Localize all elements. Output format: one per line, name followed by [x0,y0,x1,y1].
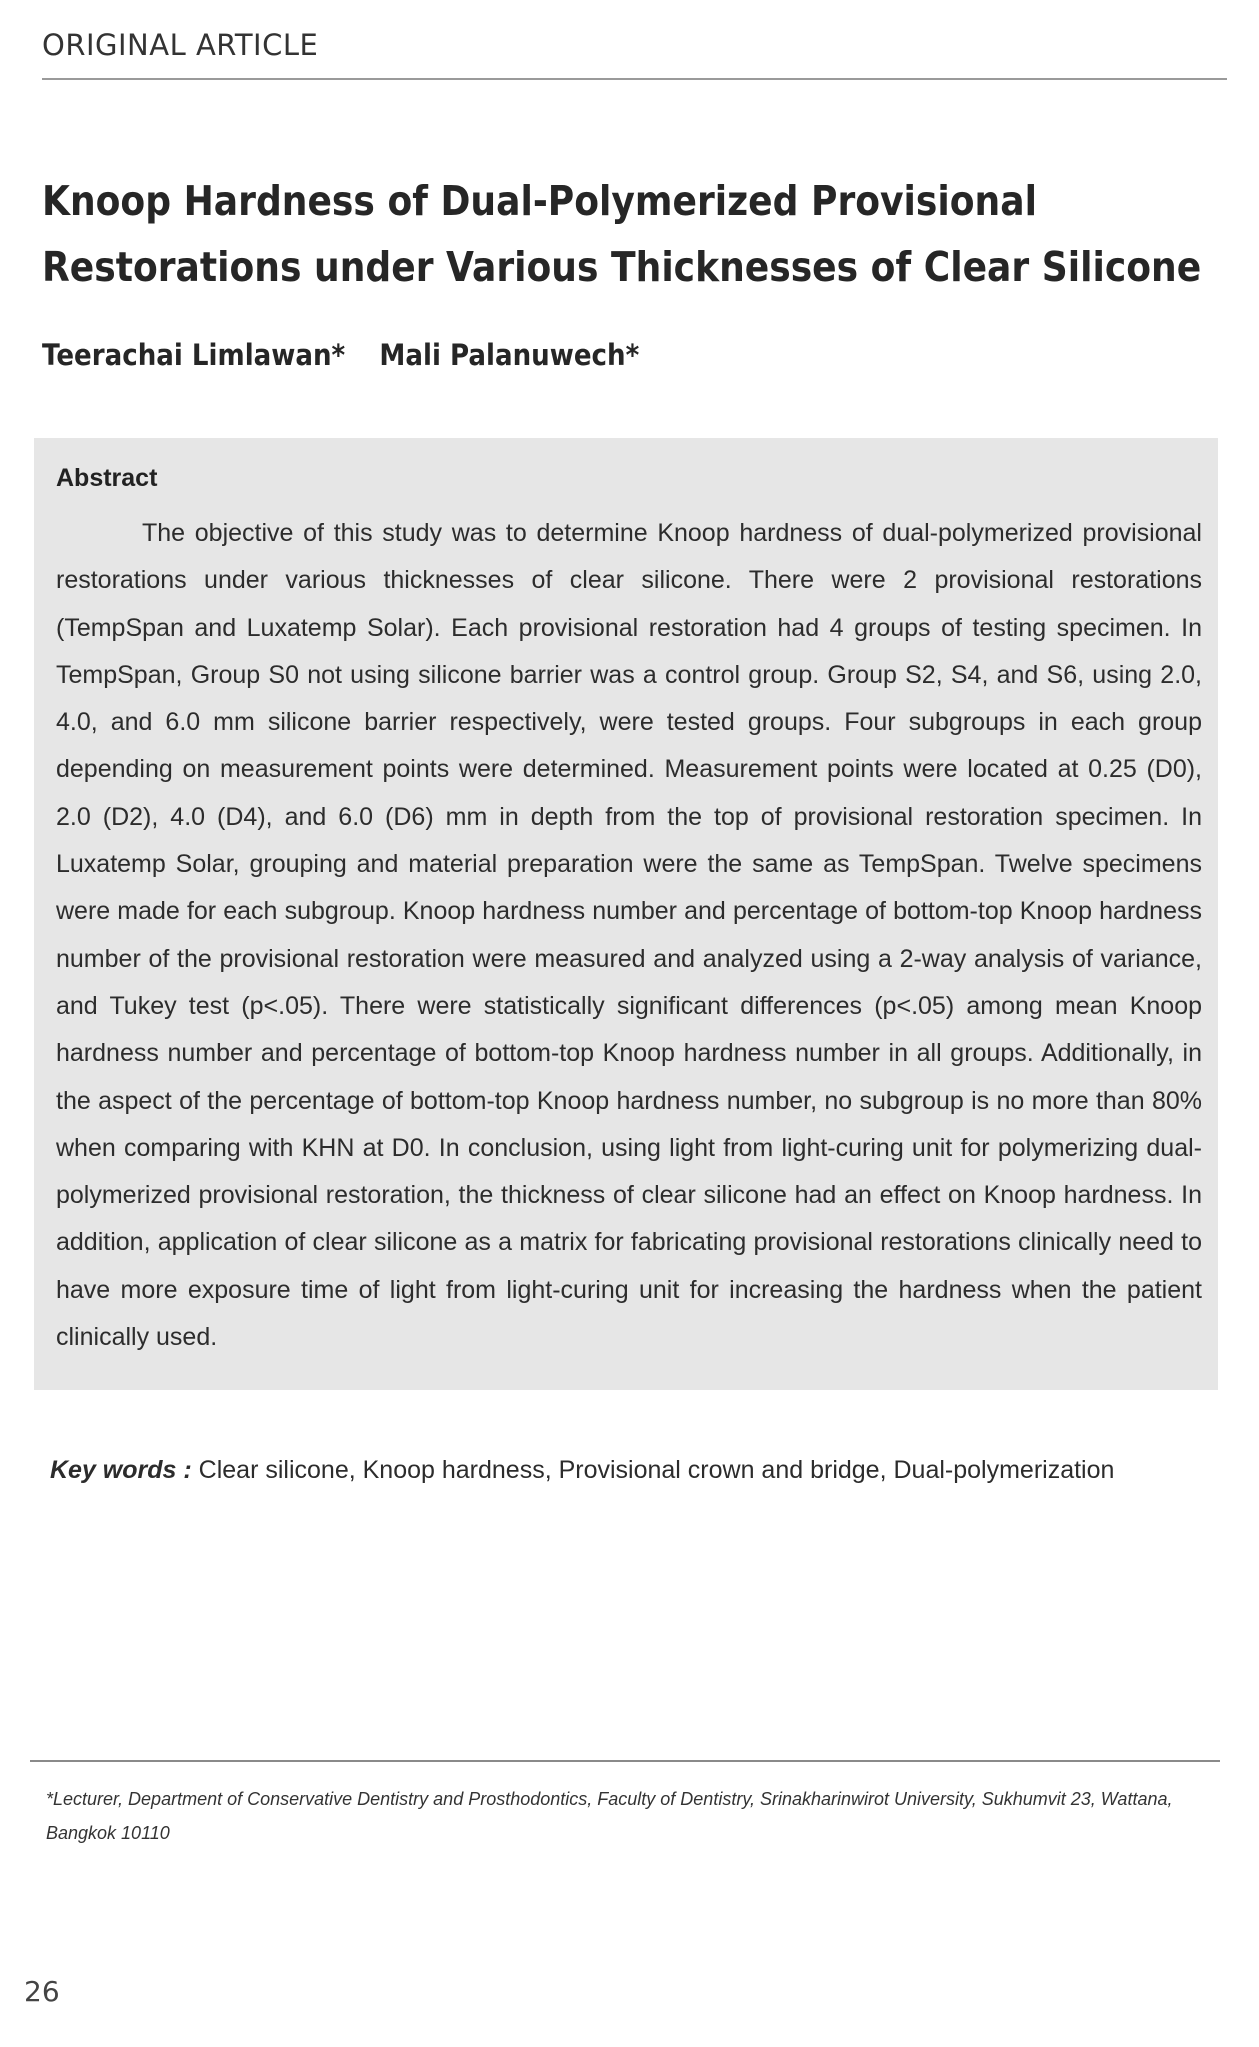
section-label: ORIGINAL ARTICLE [42,28,319,62]
keywords-text: Clear silicone, Knoop hardness, Provisional crown and bridge, Dual-polymerization [198,1456,1115,1484]
author-list [42,338,673,372]
page-number: 26 [24,1975,60,2008]
keywords-label: Key words : [50,1456,192,1484]
author-name: Teerachai Limlawan* [42,338,346,372]
article-title: Knoop Hardness of Dual-Polymerized Provisional Restorations under Various Thicknesses of Clear Silicone [42,177,1202,291]
abstract-heading: Abstract [56,464,158,492]
abstract-body: The objective of this study was to determine Knoop hardness of dual-polymerized provisional restorations under various thicknesses of clear silicone. There were 2 provisional restorations (TempSpan and Luxatemp Solar). Each provisional restoration had 4 groups of testing specimen. In TempSpan, Group S0 not using silicone barrier was a control group. Group S2, S4, and S6, using 2.0, 4.0, and 6.0 mm silicone barrier respectively, were tested groups. Four subgroups in each group depending on measurement points were determined. Measurement points were located at 0.25 (D0), 2.0 (D2), 4.0 (D4), and 6.0 (D6) mm in depth from the top of provisional restoration specimen. In Luxatemp Solar, grouping and material preparation were the same as TempSpan. Twelve specimens were made for each subgroup. Knoop hardness number and percentage of bottom-top Knoop hardness number of the provisional restoration were measured and analyzed using a 2-way analysis of variance, and Tukey test (p<.05). There were statistically significant differences (p<.05) among mean Knoop hardness number and percentage of bottom-top Knoop hardness number in all groups. Additionally, in the aspect of the percentage of bottom-top Knoop hardness number, no subgroup is no more than 80% when comparing with KHN at D0. In conclusion, using light from light-curing unit for polymerizing dual-polymerized provisional restoration, the thickness of clear silicone had an effect on Knoop hardness. In addition, application of clear silicone as a matrix for fabricating provisional restorations clinically need to have more exposure time of light from light-curing unit for increasing the hardness when the patient clinically used. [56,519,1202,1352]
abstract-section [34,438,1218,1390]
footnote-divider [30,1760,1220,1762]
keywords-line [50,1456,1230,1485]
header-divider [42,78,1227,80]
author-affiliation-footnote: *Lecturer, Department of Conservative Dentistry and Prosthodontics, Faculty of Dentistry, Srinakharinwirot University, Sukhumvit 23, Wattana, Bangkok 10110 [46,1789,1173,1843]
author-name: Mali Palanuwech* [379,338,640,372]
